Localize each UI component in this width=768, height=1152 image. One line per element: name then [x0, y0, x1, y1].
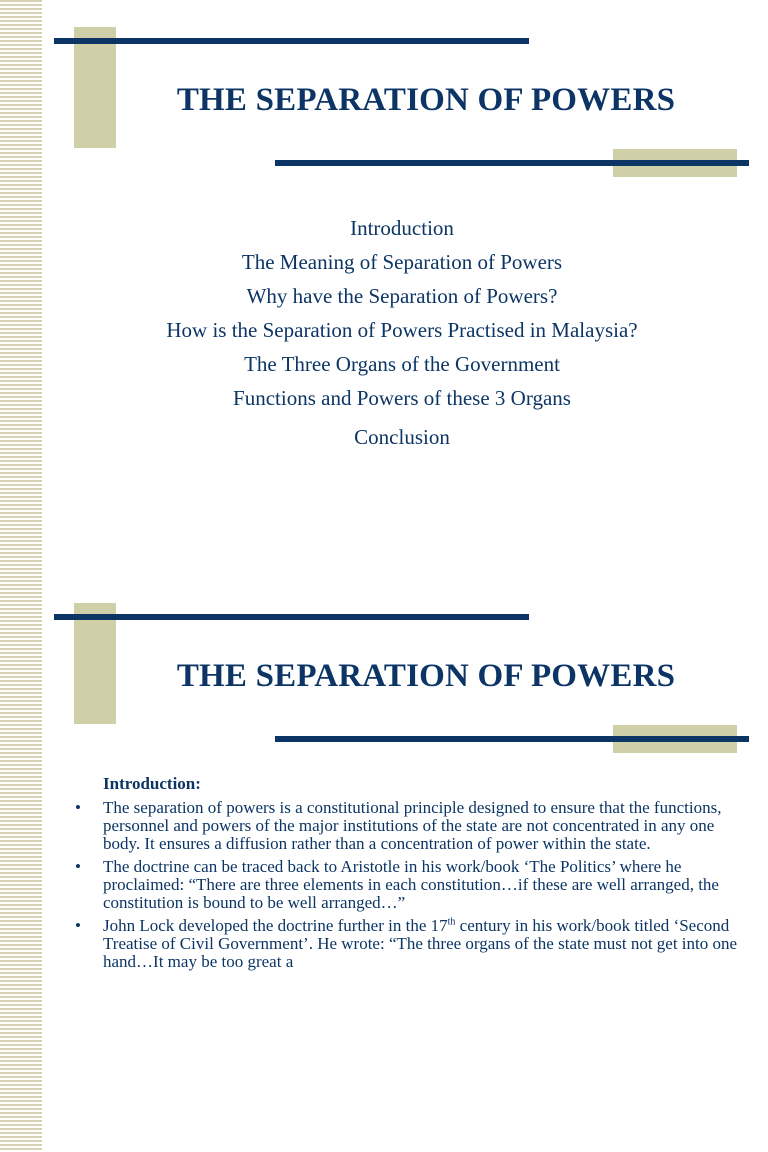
slide-title: THE SEPARATION OF POWERS — [176, 658, 676, 694]
striped-side-bar — [0, 0, 42, 576]
bullet-text — [103, 916, 737, 971]
bullet-text: The separation of powers is a constitutional principle designed to ensure that the functions, personnel and powers of the major institutions of the state are not concentrated in any one body. It ensures a diffusion rather than a concentration of power within the state. — [103, 798, 722, 853]
agenda-item: Functions and Powers of these 3 Organs — [233, 386, 571, 410]
bullet-item — [75, 799, 745, 853]
bullet-icon: • — [75, 798, 81, 817]
striped-side-bar — [0, 576, 42, 1152]
top-rule — [54, 38, 529, 44]
agenda-list — [60, 211, 744, 454]
bottom-rule — [275, 736, 749, 742]
bottom-rule — [275, 160, 749, 166]
agenda-item: Why have the Separation of Powers? — [246, 284, 558, 308]
agenda-item: The Meaning of Separation of Powers — [241, 250, 563, 274]
bullet-text-part: century in his work/book titled ‘Second Treatise of Civil Government’. He wrote: “The three organs of the state must not get into one hand…It may be too great a — [103, 916, 738, 971]
bullet-text-part: John Lock developed the doctrine further in the 17 — [103, 916, 448, 935]
bullet-icon: • — [75, 857, 81, 876]
slide-body — [75, 775, 745, 976]
accent-block-vertical — [74, 603, 116, 724]
slide-2 — [0, 576, 768, 1152]
slide-title: THE SEPARATION OF POWERS — [176, 82, 676, 118]
bullet-list — [75, 799, 745, 971]
bullet-item — [75, 917, 745, 971]
bullet-icon: • — [75, 916, 81, 935]
bullet-text: The doctrine can be traced back to Aristotle in his work/book ‘The Politics’ where he proclaimed: “There are three elements in each constitution…if these are well arranged, the constitution is bound to be well arranged…” — [103, 857, 719, 912]
agenda-item: How is the Separation of Powers Practised in Malaysia? — [166, 318, 638, 342]
agenda-item: Introduction — [350, 216, 454, 240]
ordinal-suffix: th — [447, 916, 456, 928]
accent-block-vertical — [74, 27, 116, 148]
agenda-item: The Three Organs of the Government — [244, 352, 560, 376]
top-rule — [54, 614, 529, 620]
section-heading: Introduction: — [103, 774, 201, 793]
bullet-item — [75, 858, 745, 912]
agenda-item: Conclusion — [354, 425, 450, 449]
